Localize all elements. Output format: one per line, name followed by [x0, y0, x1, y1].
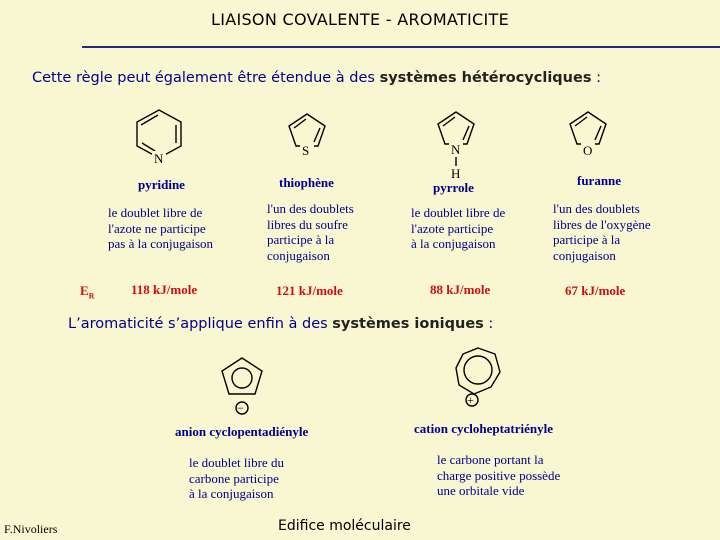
intro-ionic: L’aromaticité s’applique enfin à des systèmes ioniques :	[68, 316, 494, 332]
er-label: $E_R$	[80, 283, 95, 301]
pyridine-name: pyridine	[138, 177, 185, 192]
furan-name: furanne	[577, 173, 622, 188]
title-underline	[82, 46, 720, 48]
pyridine-N: N	[154, 151, 164, 166]
thiophene-structure	[289, 114, 325, 158]
ionic-structures	[0, 340, 720, 420]
intro-heterocycles: Cette règle peut également être étendue à des systèmes hétérocycliques :	[32, 70, 601, 86]
cation-name: cation cycloheptatriényle	[414, 421, 553, 436]
furan-desc: l'un des doublets libres de l'oxygène participe à la conjugaison	[553, 201, 651, 263]
cycloheptatrienyl-cation-structure	[456, 348, 500, 407]
svg-text:+: +	[467, 393, 474, 407]
svg-text:N: N	[451, 142, 461, 157]
intro2-bold: systèmes ioniques	[332, 316, 484, 332]
anion-desc: le doublet libre du carbone participe à la conjugaison	[189, 455, 284, 501]
svg-text:H: H	[451, 166, 461, 181]
cyclopentadienyl-anion-structure	[222, 358, 262, 415]
pyrrole-name: pyrrole	[433, 180, 474, 195]
footer-subject: Edifice moléculaire	[278, 518, 411, 534]
pyridine-structure	[137, 110, 181, 166]
svg-text:O: O	[583, 143, 593, 158]
anion-name: anion cyclopentadiényle	[175, 424, 309, 439]
thiophene-desc: l'un des doublets libres du soufre participe à la conjugaison	[267, 201, 354, 263]
furan-structure	[570, 112, 606, 158]
furan-er: 67 kJ/mole	[565, 283, 626, 298]
pyridine-er: 118 kJ/mole	[131, 282, 198, 297]
pyrrole-structure	[438, 112, 474, 181]
footer-author: F.Nivoliers	[4, 522, 58, 536]
cation-desc: le carbone portant la charge positive possède une orbitale vide	[437, 452, 561, 498]
svg-text:S: S	[302, 143, 310, 158]
page-title: LIAISON COVALENTE - AROMATICITE	[210, 10, 509, 29]
pyridine-desc: le doublet libre de l'azote ne participe pas à la conjugaison	[108, 205, 214, 251]
svg-text:−: −	[237, 401, 244, 415]
thiophene-er: 121 kJ/mole	[276, 283, 343, 298]
pyrrole-er: 88 kJ/mole	[430, 282, 491, 297]
thiophene-name: thiophène	[279, 175, 334, 190]
pyrrole-desc: le doublet libre de l'azote participe à la conjugaison	[411, 205, 506, 251]
intro-bold: systèmes hétérocycliques	[379, 70, 592, 86]
